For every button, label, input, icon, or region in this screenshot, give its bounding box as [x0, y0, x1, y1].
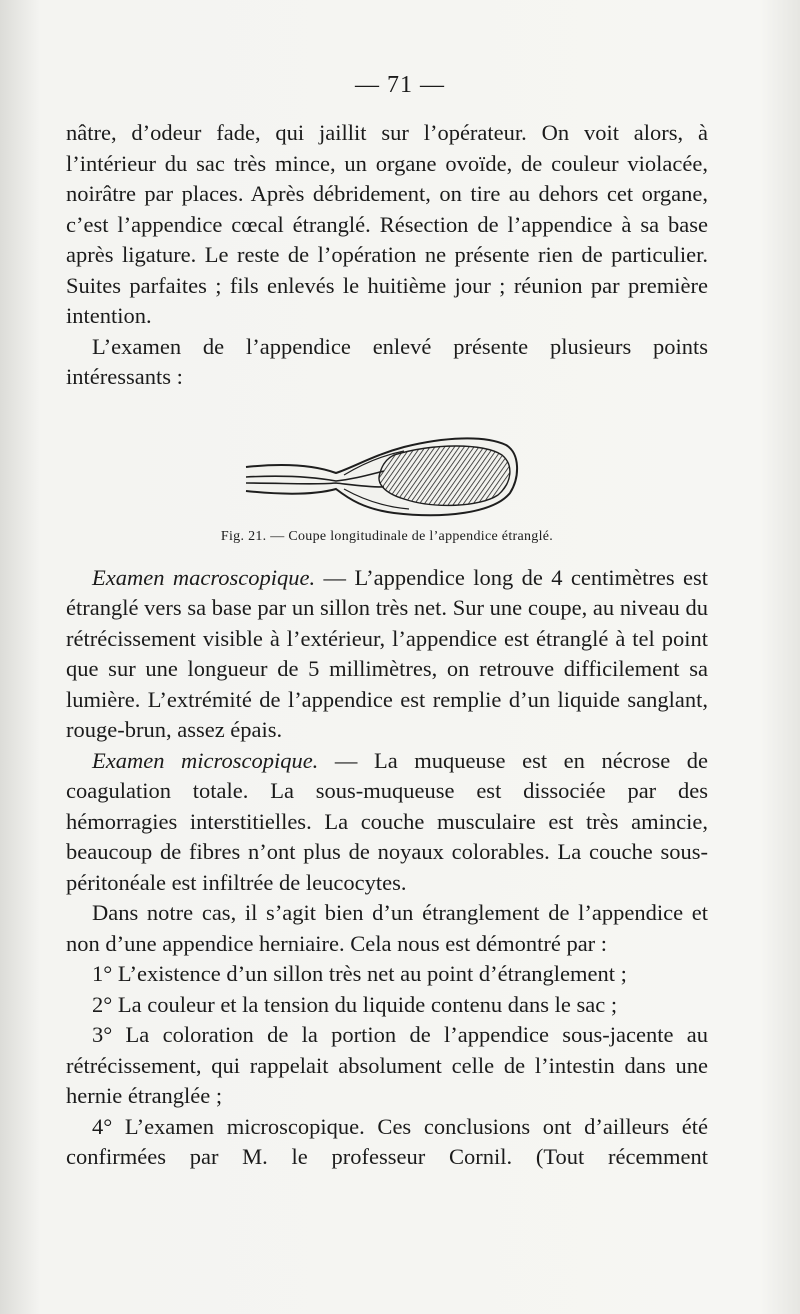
paragraph-microscopic: [66, 746, 708, 899]
paragraph-microscopic-text: — La muqueuse est en nécrose de coagulation totale. La sous-muqueuse est dissociée par des hémorragies interstitielles. La couche musculaire est très amincie, beaucoup de fibres n’ont plus de noyaux colorables. La couche sous-péritonéale est infiltrée de leucocytes.: [66, 747, 708, 895]
page-number: — 71 —: [355, 72, 445, 98]
paragraph-macroscopic: [66, 563, 708, 746]
appendix-drawing: [244, 433, 524, 521]
list-item-2: 2° La couleur et la tension du liquide contenu dans le sac ;: [92, 991, 618, 1017]
list-item-3: 3° La coloration de la portion de l’appendice sous-jacente au rétrécissement, qui rappelait absolument celle de l’intestin dans une hernie étranglée ;: [66, 1022, 708, 1108]
section-heading-microscopic: Examen microscopique.: [92, 747, 319, 773]
paragraph-1: nâtre, d’odeur fade, qui jaillit sur l’opérateur. On voit alors, à l’intérieur du sac très mince, un organe ovoïde, de couleur violacée, noirâtre par places. Après débridement, on tire au dehors cet organe, c’est l’appendice cœcal étranglé. Résection de l’appendice à sa base après ligature. Le reste de l’opération ne présente rien de particulier. Suites parfaites ; fils enlevés le huitième jour ; réunion par première intention.: [66, 120, 708, 328]
list-item-1: 1° L’existence d’un sillon très net au point d’étranglement ;: [92, 961, 627, 986]
section-heading-macroscopic: Examen macroscopique.: [92, 564, 316, 590]
text-column: [66, 118, 708, 1173]
paragraph-macroscopic-text: — L’appendice long de 4 centimètres est étranglé vers sa base par un sillon très net. Sur une coupe, au niveau du rétrécissement visible à l’extérieur, l’appendice est étranglé à tel point que sur une longueur de 5 millimètres, on retrouve difficilement sa lumière. L’extrémité de l’appendice est remplie d’un liquide sanglant, rouge-brun, assez épais.: [66, 564, 708, 742]
figure-21: [66, 393, 708, 563]
paragraph-2: L’examen de l’appendice enlevé présente plusieurs points intéressants :: [66, 333, 708, 389]
paragraph-conclusion: Dans notre cas, il s’agit bien d’un étranglement de l’appendice et non d’une appendice herniaire. Cela nous est démontré par :: [66, 900, 708, 956]
list-item-4: 4° L’examen microscopique. Ces conclusions ont d’ailleurs été confirmées par M. le professeur Cornil. (Tout récemment: [66, 1113, 708, 1169]
figure-caption: Fig. 21. — Coupe longitudinale de l’appendice étranglé.: [220, 528, 554, 544]
